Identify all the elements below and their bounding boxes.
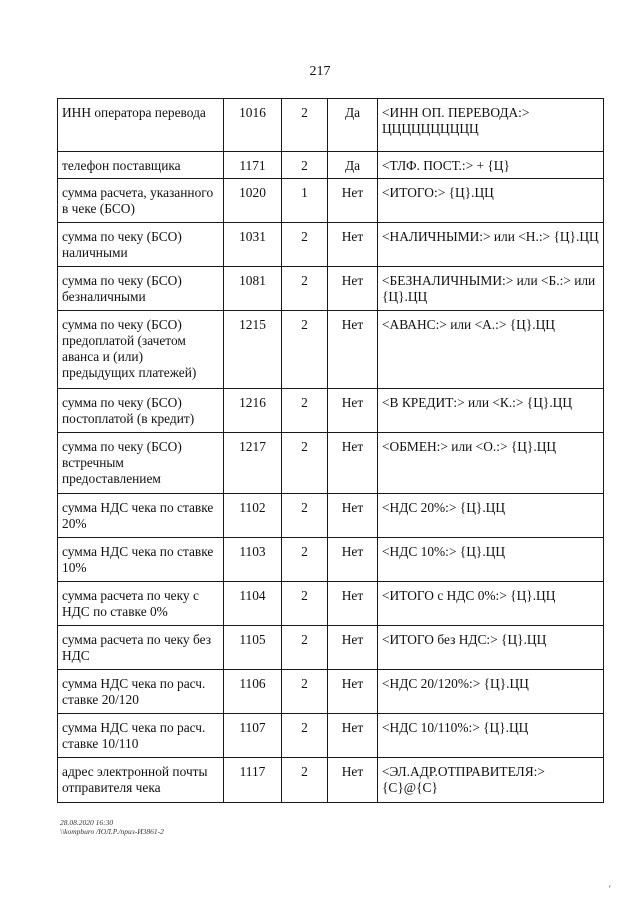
format-cell: 2 bbox=[282, 311, 328, 389]
requisite-name-cell: сумма НДС чека по расч. ставке 20/120 bbox=[58, 670, 224, 714]
requisite-name-cell: сумма расчета по чеку с НДС по ставке 0% bbox=[58, 582, 224, 626]
tag-number-cell: 1103 bbox=[224, 538, 282, 582]
tag-number-cell: 1020 bbox=[224, 179, 282, 223]
format-cell: 2 bbox=[282, 389, 328, 433]
required-cell: Нет bbox=[328, 223, 378, 267]
table-row bbox=[58, 311, 604, 389]
print-format-cell: <ИНН ОП. ПЕРЕВОДА:> ЦЦЦЦЦЦЦЦЦЦ bbox=[378, 99, 604, 152]
format-cell: 2 bbox=[282, 494, 328, 538]
tag-number-cell: 1031 bbox=[224, 223, 282, 267]
print-format-cell: <ЭЛ.АДР.ОТПРАВИТЕЛЯ:> {С}@{С} bbox=[378, 758, 604, 803]
tag-number-cell: 1104 bbox=[224, 582, 282, 626]
required-cell: Нет bbox=[328, 311, 378, 389]
required-cell: Нет bbox=[328, 582, 378, 626]
table-row bbox=[58, 714, 604, 758]
document-footer bbox=[60, 818, 164, 836]
print-format-cell: <НДС 20%:> {Ц}.ЦЦ bbox=[378, 494, 604, 538]
tag-number-cell: 1016 bbox=[224, 99, 282, 152]
tag-number-cell: 1107 bbox=[224, 714, 282, 758]
table-row bbox=[58, 670, 604, 714]
tag-number-cell: 1215 bbox=[224, 311, 282, 389]
tag-number-cell: 1102 bbox=[224, 494, 282, 538]
print-format-cell: <НДС 20/120%:> {Ц}.ЦЦ bbox=[378, 670, 604, 714]
required-cell: Нет bbox=[328, 179, 378, 223]
table-row bbox=[58, 758, 604, 803]
table-row bbox=[58, 538, 604, 582]
required-cell: Нет bbox=[328, 714, 378, 758]
required-cell: Нет bbox=[328, 267, 378, 311]
requisite-name-cell: сумма по чеку (БСО) предоплатой (зачетом аванса и (или) предыдущих платежей) bbox=[58, 311, 224, 389]
format-cell: 2 bbox=[282, 538, 328, 582]
requisite-name-cell: сумма по чеку (БСО) постоплатой (в кредит) bbox=[58, 389, 224, 433]
tag-number-cell: 1217 bbox=[224, 433, 282, 494]
table-row bbox=[58, 494, 604, 538]
requisite-name-cell: адрес электронной почты отправителя чека bbox=[58, 758, 224, 803]
print-format-cell: <ИТОГО с НДС 0%:> {Ц}.ЦЦ bbox=[378, 582, 604, 626]
table-row bbox=[58, 179, 604, 223]
required-cell: Да bbox=[328, 152, 378, 179]
table-row bbox=[58, 626, 604, 670]
table-row bbox=[58, 99, 604, 152]
format-cell: 1 bbox=[282, 179, 328, 223]
tag-table bbox=[57, 98, 604, 803]
table-row bbox=[58, 433, 604, 494]
print-format-cell: <ИТОГО без НДС:> {Ц}.ЦЦ bbox=[378, 626, 604, 670]
requisite-name-cell: сумма по чеку (БСО) безналичными bbox=[58, 267, 224, 311]
format-cell: 2 bbox=[282, 758, 328, 803]
tag-number-cell: 1117 bbox=[224, 758, 282, 803]
requisite-name-cell: сумма расчета по чеку без НДС bbox=[58, 626, 224, 670]
required-cell: Нет bbox=[328, 538, 378, 582]
print-format-cell: <В КРЕДИТ:> или <К.:> {Ц}.ЦЦ bbox=[378, 389, 604, 433]
format-cell: 2 bbox=[282, 582, 328, 626]
print-format-cell: <НАЛИЧНЫМИ:> или <Н.:> {Ц}.ЦЦ bbox=[378, 223, 604, 267]
table-row bbox=[58, 152, 604, 179]
print-format-cell: <ОБМЕН:> или <О.:> {Ц}.ЦЦ bbox=[378, 433, 604, 494]
tag-number-cell: 1105 bbox=[224, 626, 282, 670]
requisite-name-cell: сумма по чеку (БСО) встречным предоставлением bbox=[58, 433, 224, 494]
format-cell: 2 bbox=[282, 714, 328, 758]
required-cell: Нет bbox=[328, 626, 378, 670]
required-cell: Нет bbox=[328, 494, 378, 538]
print-format-cell: <НДС 10%:> {Ц}.ЦЦ bbox=[378, 538, 604, 582]
required-cell: Нет bbox=[328, 433, 378, 494]
print-format-cell: <ТЛФ. ПОСТ.:> + {Ц} bbox=[378, 152, 604, 179]
format-cell: 2 bbox=[282, 223, 328, 267]
format-cell: 2 bbox=[282, 433, 328, 494]
print-format-cell: <БЕЗНАЛИЧНЫМИ:> или <Б.:> или {Ц}.ЦЦ bbox=[378, 267, 604, 311]
requisite-name-cell: сумма расчета, указанного в чеке (БСО) bbox=[58, 179, 224, 223]
table-row bbox=[58, 223, 604, 267]
footer-path: \\kompburo /ЮЛ.Р./приз-И3861-2 bbox=[60, 827, 164, 836]
tag-number-cell: 1106 bbox=[224, 670, 282, 714]
format-cell: 2 bbox=[282, 626, 328, 670]
requisite-name-cell: телефон поставщика bbox=[58, 152, 224, 179]
corner-mark: ' bbox=[609, 884, 611, 894]
tag-number-cell: 1216 bbox=[224, 389, 282, 433]
requisite-name-cell: сумма по чеку (БСО) наличными bbox=[58, 223, 224, 267]
requisite-name-cell: ИНН оператора перевода bbox=[58, 99, 224, 152]
format-cell: 2 bbox=[282, 99, 328, 152]
table-row bbox=[58, 389, 604, 433]
print-format-cell: <ИТОГО:> {Ц}.ЦЦ bbox=[378, 179, 604, 223]
requisite-name-cell: сумма НДС чека по ставке 10% bbox=[58, 538, 224, 582]
required-cell: Нет bbox=[328, 670, 378, 714]
required-cell: Нет bbox=[328, 758, 378, 803]
required-cell: Да bbox=[328, 99, 378, 152]
format-cell: 2 bbox=[282, 152, 328, 179]
tag-number-cell: 1171 bbox=[224, 152, 282, 179]
requisite-name-cell: сумма НДС чека по ставке 20% bbox=[58, 494, 224, 538]
tag-number-cell: 1081 bbox=[224, 267, 282, 311]
footer-date: 28.08.2020 16:30 bbox=[60, 818, 114, 827]
print-format-cell: <НДС 10/110%:> {Ц}.ЦЦ bbox=[378, 714, 604, 758]
table-row bbox=[58, 267, 604, 311]
format-cell: 2 bbox=[282, 670, 328, 714]
required-cell: Нет bbox=[328, 389, 378, 433]
requisite-name-cell: сумма НДС чека по расч. ставке 10/110 bbox=[58, 714, 224, 758]
page-number: 217 bbox=[309, 64, 331, 79]
format-cell: 2 bbox=[282, 267, 328, 311]
tag-table-body bbox=[58, 99, 604, 803]
table-row bbox=[58, 582, 604, 626]
print-format-cell: <АВАНС:> или <А.:> {Ц}.ЦЦ bbox=[378, 311, 604, 389]
